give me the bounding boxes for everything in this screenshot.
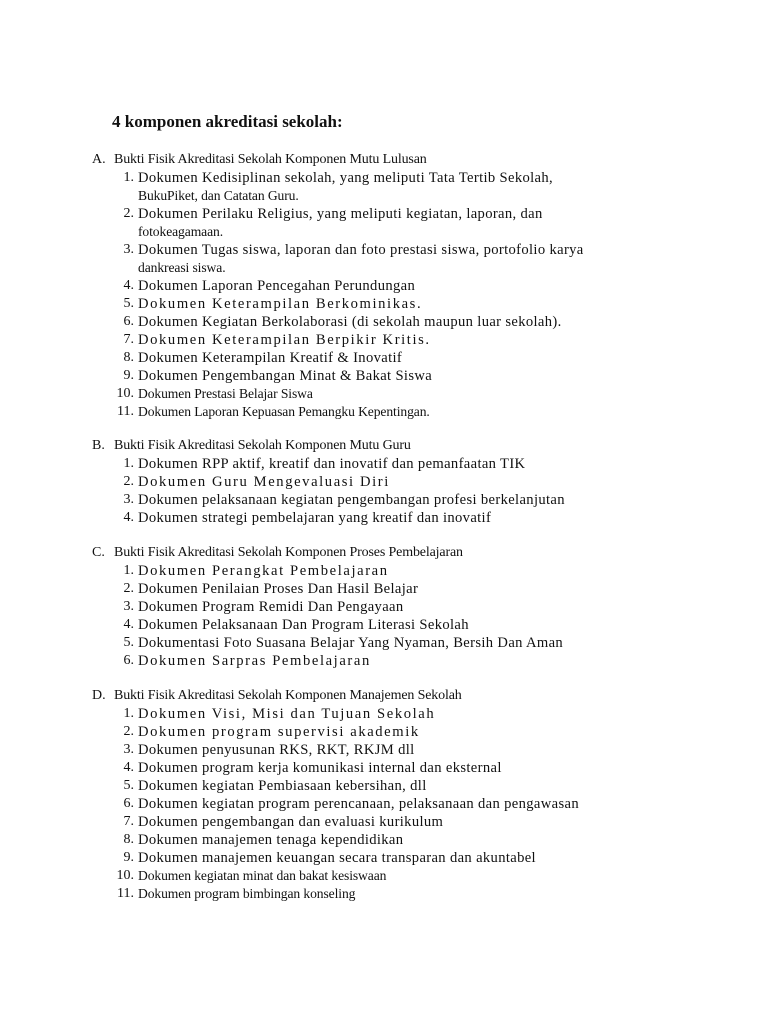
item-text: Dokumen Keterampilan Berkominikas.: [138, 296, 423, 312]
item-number: 9.: [123, 368, 134, 383]
list-item: [92, 705, 732, 723]
list-item: [92, 562, 732, 580]
list-item: [92, 777, 732, 795]
section-title: Bukti Fisik Akreditasi Sekolah Komponen Proses Pembelajaran: [114, 545, 463, 560]
section-heading: [92, 437, 732, 455]
list-item: [92, 277, 732, 295]
item-text: Dokumen Visi, Misi dan Tujuan Sekolah: [138, 706, 436, 722]
list-item: [92, 831, 732, 849]
document-list: [92, 169, 732, 421]
list-item: [92, 295, 732, 313]
list-item: [92, 313, 732, 331]
section-letter: B.: [92, 438, 105, 453]
section-manajemen-sekolah: [92, 687, 732, 903]
item-text: Dokumen kegiatan Pembiasaan kebersihan, dll: [138, 778, 427, 794]
item-text: [138, 169, 732, 205]
item-number: 6.: [123, 653, 134, 668]
item-number: 11.: [117, 404, 134, 419]
list-item: [92, 241, 732, 277]
item-number: 3.: [123, 492, 134, 507]
item-text: Dokumen pengembangan dan evaluasi kurikulum: [138, 814, 444, 830]
list-item: [92, 598, 732, 616]
list-item: [92, 385, 732, 403]
list-item: [92, 205, 732, 241]
item-number: 2.: [123, 474, 134, 489]
list-item: [92, 509, 732, 527]
item-number: 6.: [123, 796, 134, 811]
item-text: Dokumen manajemen keuangan secara transparan dan akuntabel: [138, 850, 536, 866]
list-item: [92, 759, 732, 777]
item-number: 2.: [123, 581, 134, 596]
list-item: [92, 169, 732, 205]
list-item: [92, 813, 732, 831]
item-number: 5.: [123, 296, 134, 311]
item-number: 4.: [123, 510, 134, 525]
document-title: 4 komponen akreditasi sekolah:: [112, 112, 343, 131]
item-number: 8.: [123, 832, 134, 847]
item-text: Dokumen program bimbingan konseling: [138, 886, 356, 901]
item-text: Dokumen Program Remidi Dan Pengayaan: [138, 599, 404, 615]
item-text: Dokumen program kerja komunikasi internal dan eksternal: [138, 760, 502, 776]
section-mutu-lulusan: [92, 151, 732, 421]
document-list: [92, 562, 732, 670]
item-number: 10.: [116, 868, 134, 883]
section-letter: D.: [92, 688, 106, 703]
list-item: [92, 616, 732, 634]
section-title: Bukti Fisik Akreditasi Sekolah Komponen Mutu Lulusan: [114, 152, 427, 167]
item-number: 6.: [123, 314, 134, 329]
section-title: Bukti Fisik Akreditasi Sekolah Komponen Manajemen Sekolah: [114, 688, 462, 703]
item-text: Dokumen Keterampilan Berpikir Kritis.: [138, 332, 431, 348]
item-text: Dokumen kegiatan minat dan bakat kesiswaan: [138, 868, 387, 883]
item-text: Dokumen strategi pembelajaran yang kreatif dan inovatif: [138, 510, 492, 526]
list-item: [92, 473, 732, 491]
item-number: 3.: [123, 599, 134, 614]
section-heading: [92, 687, 732, 705]
list-item: [92, 723, 732, 741]
item-number: 2.: [123, 206, 134, 221]
item-text: Dokumen kegiatan program perencanaan, pelaksanaan dan pengawasan: [138, 796, 579, 812]
section-heading: [92, 544, 732, 562]
item-number: 5.: [123, 778, 134, 793]
item-text: Dokumen Laporan Kepuasan Pemangku Kepentingan.: [138, 404, 430, 419]
list-item: [92, 367, 732, 385]
item-number: 8.: [123, 350, 134, 365]
document-list: [92, 705, 732, 903]
item-line: Dokumen Perilaku Religius, yang meliputi kegiatan, laporan, dan: [138, 206, 543, 222]
item-number: 9.: [123, 850, 134, 865]
item-number: 11.: [117, 886, 134, 901]
item-text: Dokumen Prestasi Belajar Siswa: [138, 386, 313, 401]
item-text: Dokumentasi Foto Suasana Belajar Yang Nyaman, Bersih Dan Aman: [138, 635, 564, 651]
item-text: [138, 205, 732, 241]
item-text: Dokumen Laporan Pencegahan Perundungan: [138, 278, 416, 294]
item-number: 1.: [123, 170, 134, 185]
item-number: 4.: [123, 617, 134, 632]
item-text: [138, 241, 732, 277]
item-number: 1.: [123, 563, 134, 578]
item-number: 4.: [123, 760, 134, 775]
item-text: Dokumen Kegiatan Berkolaborasi (di sekolah maupun luar sekolah).: [138, 314, 562, 330]
list-item: [92, 331, 732, 349]
document-list: [92, 455, 732, 527]
list-item: [92, 403, 732, 421]
section-proses-pembelajaran: [92, 544, 732, 670]
section-heading: [92, 151, 732, 169]
item-number: 1.: [123, 456, 134, 471]
item-text: Dokumen RPP aktif, kreatif dan inovatif dan pemanfaatan TIK: [138, 456, 526, 472]
section-letter: C.: [92, 545, 105, 560]
item-number: 10.: [116, 386, 134, 401]
item-text: Dokumen penyusunan RKS, RKT, RKJM dll: [138, 742, 415, 758]
item-text: Dokumen manajemen tenaga kependidikan: [138, 832, 404, 848]
item-number: 2.: [123, 724, 134, 739]
section-title: Bukti Fisik Akreditasi Sekolah Komponen Mutu Guru: [114, 438, 411, 453]
item-text: Dokumen program supervisi akademik: [138, 724, 420, 740]
item-text: Dokumen Keterampilan Kreatif & Inovatif: [138, 350, 403, 366]
item-number: 1.: [123, 706, 134, 721]
item-number: 7.: [123, 332, 134, 347]
list-item: [92, 885, 732, 903]
item-number: 5.: [123, 635, 134, 650]
item-continuation: BukuPiket, dan Catatan Guru.: [138, 188, 299, 203]
section-mutu-guru: [92, 437, 732, 527]
item-text: Dokumen Pengembangan Minat & Bakat Siswa: [138, 368, 433, 384]
list-item: [92, 849, 732, 867]
list-item: [92, 349, 732, 367]
item-text: Dokumen Pelaksanaan Dan Program Literasi Sekolah: [138, 617, 469, 633]
item-number: 3.: [123, 742, 134, 757]
item-text: Dokumen Sarpras Pembelajaran: [138, 653, 371, 669]
item-continuation: fotokeagamaan.: [138, 224, 224, 239]
list-item: [92, 741, 732, 759]
list-item: [92, 491, 732, 509]
list-item: [92, 455, 732, 473]
section-letter: A.: [92, 152, 106, 167]
list-item: [92, 867, 732, 885]
item-number: 7.: [123, 814, 134, 829]
item-continuation: dankreasi siswa.: [138, 260, 226, 275]
item-text: Dokumen Guru Mengevaluasi Diri: [138, 474, 390, 490]
item-text: Dokumen Perangkat Pembelajaran: [138, 563, 389, 579]
item-line: Dokumen Tugas siswa, laporan dan foto prestasi siswa, portofolio karya: [138, 242, 584, 258]
item-text: Dokumen Penilaian Proses Dan Hasil Belajar: [138, 581, 419, 597]
item-number: 3.: [123, 242, 134, 257]
list-item: [92, 652, 732, 670]
item-line: Dokumen Kedisiplinan sekolah, yang meliputi Tata Tertib Sekolah,: [138, 170, 553, 186]
item-number: 4.: [123, 278, 134, 293]
list-item: [92, 795, 732, 813]
list-item: [92, 580, 732, 598]
item-text: Dokumen pelaksanaan kegiatan pengembangan profesi berkelanjutan: [138, 492, 565, 508]
list-item: [92, 634, 732, 652]
